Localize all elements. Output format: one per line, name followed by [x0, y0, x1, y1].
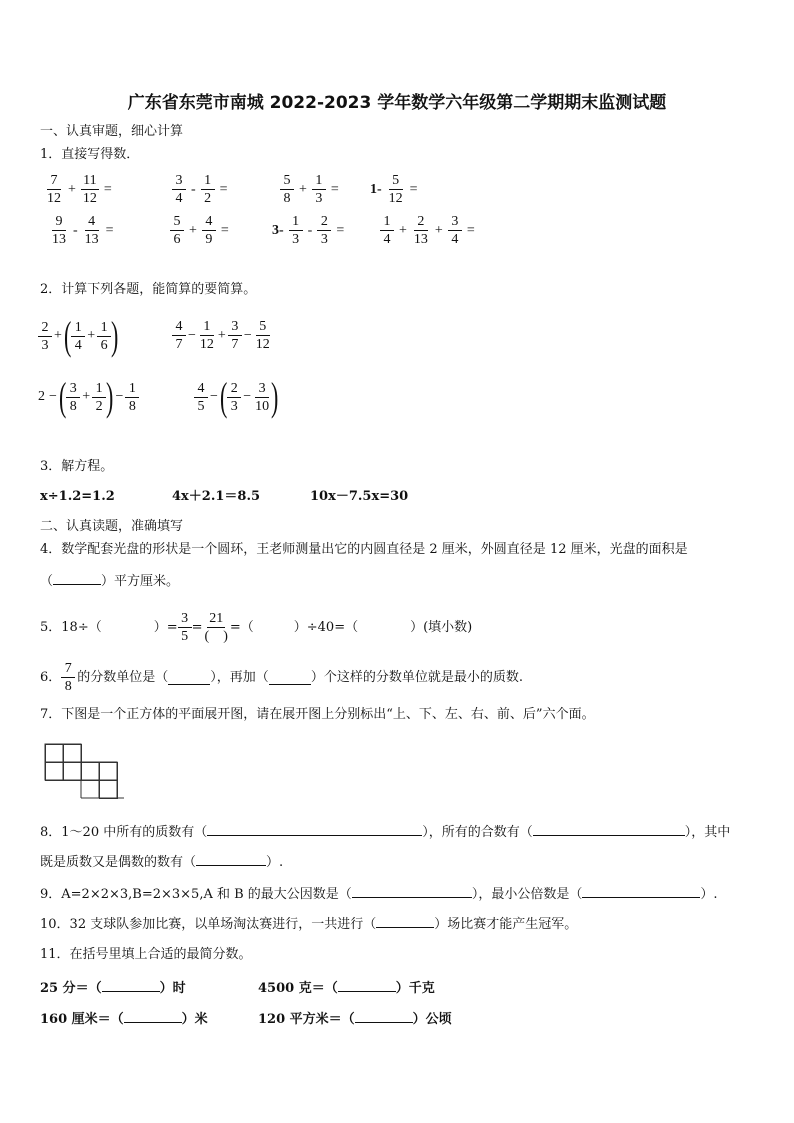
q8-blank-composites[interactable]	[533, 822, 685, 836]
section-one-heading: 一、认真审题，细心计算	[40, 124, 184, 139]
fraction: $\frac{7}{12}$	[47, 173, 61, 206]
fraction: $\frac{11}{12}$	[82, 173, 97, 206]
q11-label: 11．在括号里填上合适的最简分数。	[40, 947, 252, 962]
q1-r1-e2: $\frac{3}{4}$ - $\frac{1}{2}$ =	[172, 172, 233, 207]
q8-blank-even-prime[interactable]	[196, 852, 266, 866]
q3-eq3: 10x－7.5x=30	[310, 489, 409, 504]
q1-r1-e1: $\frac{7}{12}$ + $\frac{11}{12}$ =	[47, 173, 112, 206]
q1-r1-e3: $\frac{5}{8}$ + $\frac{1}{3}$ =	[280, 172, 344, 207]
q9-blank-gcd[interactable]	[352, 884, 472, 898]
q5: 5．18÷（ ）= $\frac{3}{5}$ = $\frac{21}{( )}$ =（ ）÷40=（ ）(填小数)	[40, 611, 473, 644]
section-two-heading: 二、认真读题，准确填写	[40, 519, 184, 534]
q11-d: 120 平方米＝（ ）公顷	[258, 1009, 452, 1029]
q11-blank-d[interactable]	[355, 1009, 413, 1023]
q1-r2-e3: 3- $\frac{1}{3}$ - $\frac{2}{3}$ =	[272, 214, 345, 247]
q1-r1-e4: 1- $\frac{5}{12}$ =	[370, 173, 418, 206]
q1-r2-e4: $\frac{1}{4}$ + $\frac{2}{13}$ + $\frac{3}{4}$ =	[380, 213, 480, 248]
q4-line2: （ ）平方厘米。	[40, 571, 179, 591]
q11-blank-b[interactable]	[338, 978, 396, 992]
q2-e2: $\frac{4}{7}$ − $\frac{1}{12}$ + $\frac{3}{7}$ − $\frac{5}{12}$	[172, 318, 272, 353]
q11-blank-a[interactable]	[102, 978, 160, 992]
q8-line2: 既是质数又是偶数的数有（ ）.	[40, 852, 283, 872]
q3-eq2: 4x＋2.1＝8.5	[172, 489, 261, 504]
q8-line1: 8．1～20 中所有的质数有（ ），所有的合数有（ ），其中	[40, 822, 730, 842]
q11-c: 160 厘米＝（ ）米	[40, 1009, 208, 1029]
q3-eq1: x÷1.2=1.2	[40, 489, 115, 504]
q10: 10．32 支球队参加比赛，以单场淘汰赛进行，一共进行（ ）场比赛才能产生冠军。	[40, 914, 577, 934]
q1-label: 1．直接写得数．	[40, 147, 140, 162]
q6-blank-2[interactable]	[269, 671, 311, 685]
q4-line1: 4．数学配套光盘的形状是一个圆环，王老师测量出它的内圆直径是 2 厘米，外圆直径是 12 厘米，光盘的面积是	[40, 542, 688, 557]
q9: 9．A=2×2×3,B=2×3×5,A 和 B 的最大公因数是（ ），最小公倍数是（ ）.	[40, 884, 717, 904]
q9-blank-lcm[interactable]	[582, 884, 700, 898]
q11-b: 4500 克＝（ ）千克	[258, 978, 435, 998]
q8-blank-primes[interactable]	[207, 822, 422, 836]
cube-net-outline	[40, 740, 130, 806]
q2-e4: $\frac{4}{5}$ − ( $\frac{2}{3}$ − $\frac{3}{10}$ )	[194, 377, 278, 417]
q4-answer-blank[interactable]	[53, 571, 101, 585]
page-title: 广东省东莞市南城 2022-2023 学年数学六年级第二学期期末监测试题	[127, 93, 667, 113]
q1-r2-e2: $\frac{5}{6}$ + $\frac{4}{9}$ =	[170, 213, 234, 248]
q6: 6． $\frac{7}{8}$ 的分数单位是（ ），再加（ ）个这样的分数单位就是最小的质数.	[40, 661, 523, 694]
q11-blank-c[interactable]	[124, 1009, 182, 1023]
q3-label: 3．解方程。	[40, 459, 114, 474]
q10-blank[interactable]	[376, 914, 434, 928]
q7-text: 7．下图是一个正方体的平面展开图，请在展开图上分别标出“上、下、左、右、前、后”六个面。	[40, 707, 595, 722]
q1-r2-e1: $\frac{9}{13}$ - $\frac{4}{13}$ =	[52, 214, 114, 247]
q11-a: 25 分＝（ ）时	[40, 978, 186, 998]
q6-blank-1[interactable]	[168, 671, 210, 685]
q2-e1: $\frac{2}{3}$ + ( $\frac{1}{4}$ + $\frac{1}{6}$ )	[38, 316, 118, 356]
q2-e3: 2 − ( $\frac{3}{8}$ + $\frac{1}{2}$ ) − $\frac{1}{8}$	[38, 377, 139, 417]
q2-label: 2．计算下列各题，能简算的要简算。	[40, 282, 257, 297]
